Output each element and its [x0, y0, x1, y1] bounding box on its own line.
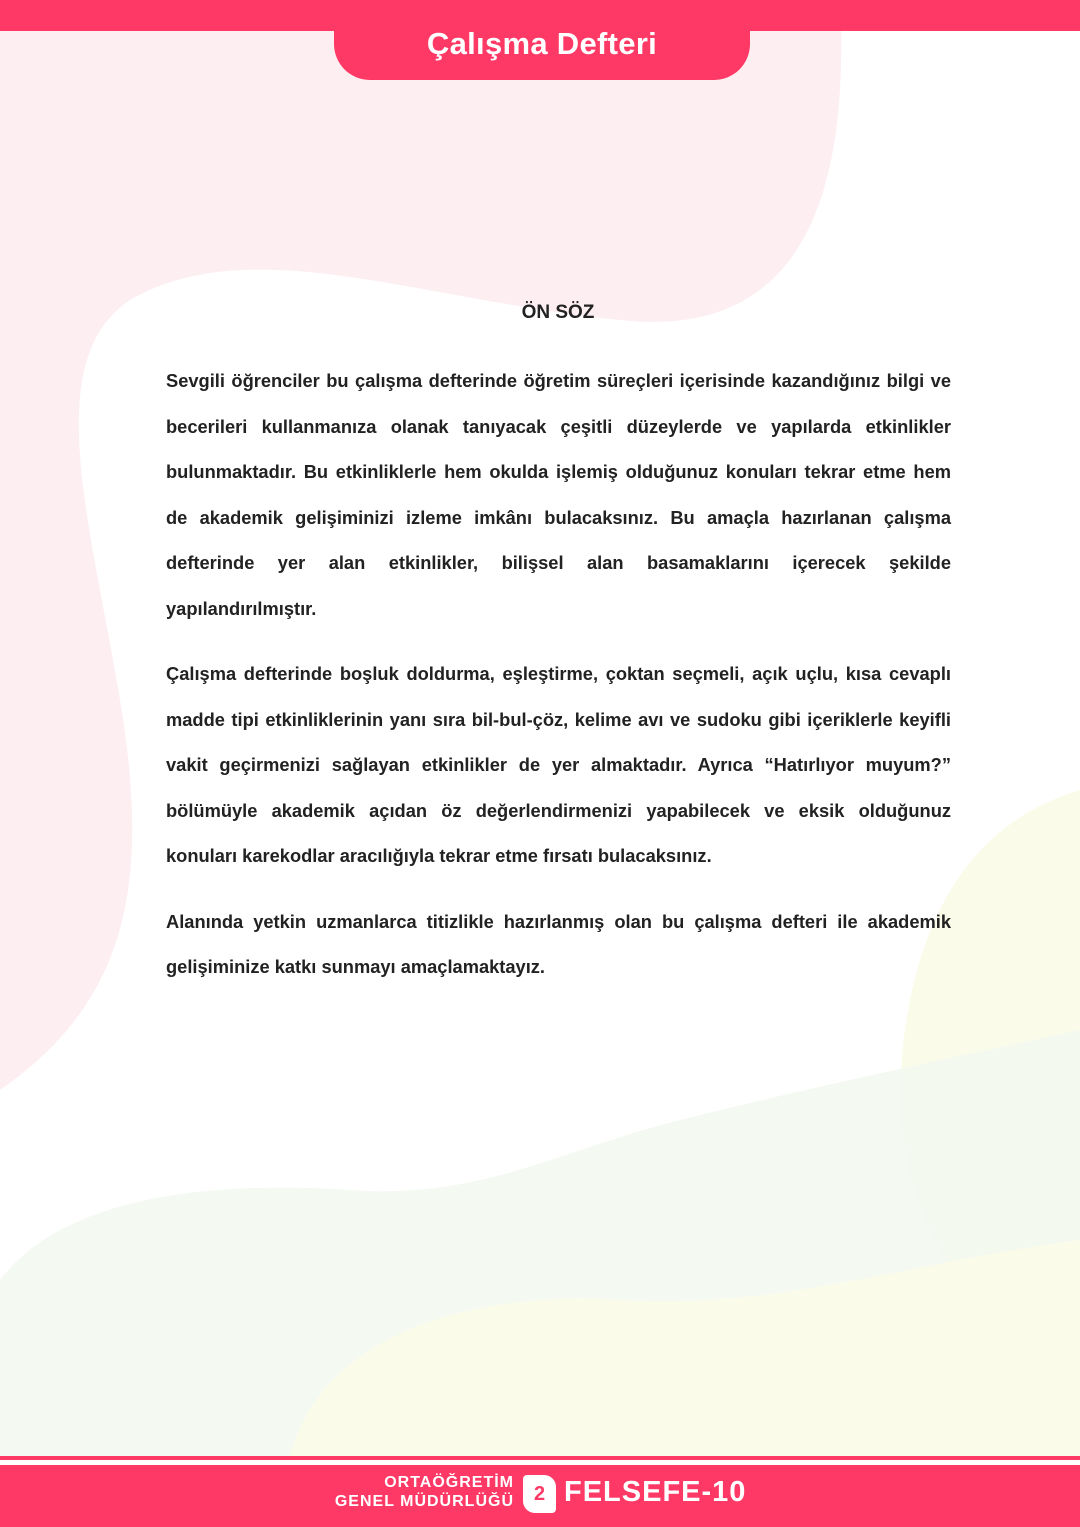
preface-body	[166, 358, 951, 1010]
page-number: 2	[523, 1475, 556, 1513]
paragraph: Çalışma defterinde boşluk doldurma, eşleştirme, çoktan seçmeli, açık uçlu, kısa cevaplı madde tipi etkinliklerinin yanı sıra bil-bul-çöz, kelime avı ve sudoku gibi içeriklerle keyifli vakit geçirmenizi sağlayan etkinlikler de yer almaktadır. Ayrıca “Hatırlıyor muyum?” bölümüyle akademik açıdan öz değerlendirmenizi yapabilecek ve eksik olduğunuz konuları karekodlar aracılığıyla tekrar etme fırsatı bulacaksınız.	[166, 663, 951, 866]
org-line-2: GENEL MÜDÜRLÜĞÜ	[334, 1493, 514, 1510]
header-tab	[334, 0, 750, 80]
footer-divider	[0, 1456, 1080, 1460]
footer-subject: FELSEFE-10	[564, 1476, 747, 1508]
org-line-1: ORTAÖĞRETİM	[384, 1474, 514, 1491]
paragraph: Sevgili öğrenciler bu çalışma defterinde öğretim süreçleri içerisinde kazandığınız bilgi ve becerileri kullanmanıza olanak tanıyacak çeşitli düzeylerde ve yapılarda etkinlikler bulunmaktadır. Bu etkinliklerle hem okulda işlemiş olduğunuz konuları tekrar etme hem de akademik gelişiminizi izleme imkânı bulacaksınız. Bu amaçla hazırlanan çalışma defterinde yer alan etkinlikler, bilişsel alan basamaklarını içerecek şekilde yapılandırılmıştır.	[166, 370, 951, 619]
footer-organization	[335, 1473, 514, 1511]
paragraph: Alanında yetkin uzmanlarca titizlikle hazırlanmış olan bu çalışma defteri ile akademik gelişiminize katkı sunmayı amaçlamaktayız.	[166, 910, 951, 977]
header-title: Çalışma Defteri	[426, 26, 658, 61]
section-heading: ÖN SÖZ	[521, 302, 595, 323]
